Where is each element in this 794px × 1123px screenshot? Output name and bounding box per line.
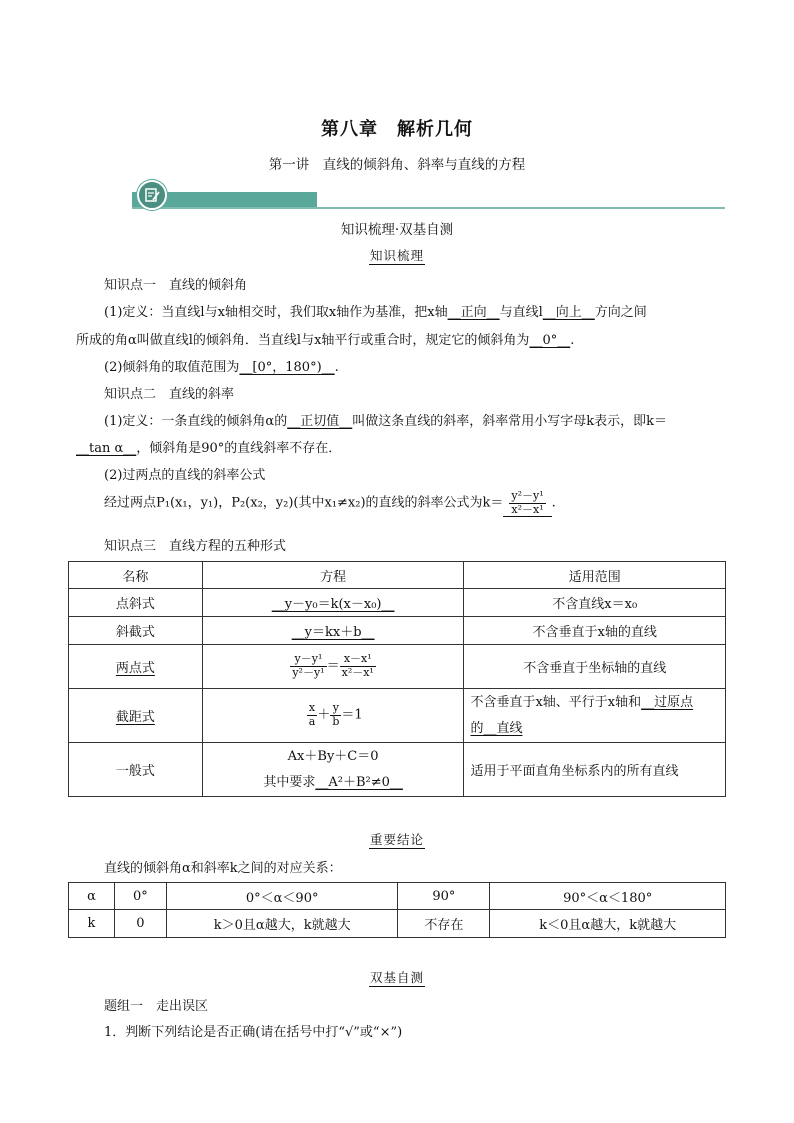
table-row bbox=[69, 689, 726, 743]
table-row bbox=[69, 743, 726, 797]
kp1-definition-line1: (1)定义：当直线l与x轴相交时，我们取x轴作为基准，把x轴__正向__与直线l__向上__方向之间 bbox=[104, 305, 647, 320]
sub-head-selftest-text: 双基自测 bbox=[369, 970, 424, 985]
kp1-definition-line2: 所成的角α叫做直线l的倾斜角．当直线l与x轴平行或重合时，规定它的倾斜角为__0°__. bbox=[76, 333, 575, 348]
form-equation: __y－y₀＝k(x－x₀)__ bbox=[202, 589, 464, 617]
kp2-definition-line2: __tan α__，倾斜角是90°的直线斜率不存在． bbox=[76, 441, 342, 456]
kp2-formula-head: (2)过两点的直线的斜率公式 bbox=[104, 468, 266, 483]
kp2-heading: 知识点二 直线的斜率 bbox=[104, 387, 235, 402]
table-header: 适用范围 bbox=[464, 562, 726, 589]
table-row bbox=[69, 883, 726, 910]
table-cell: 0 bbox=[114, 910, 166, 938]
kp3-heading: 知识点三 直线方程的五种形式 bbox=[104, 539, 287, 554]
table-header: 方程 bbox=[202, 562, 464, 589]
pencil-note-icon bbox=[137, 180, 167, 210]
table-cell: 0° bbox=[114, 883, 166, 910]
line-forms-table bbox=[68, 561, 726, 797]
kp1-range: (2)倾斜角的取值范围为__[0°，180°)__. bbox=[104, 360, 339, 375]
section-title: 知识梳理·双基自测 bbox=[340, 222, 454, 238]
form-name: 截距式 bbox=[69, 689, 203, 743]
form-equation: __y＝kx＋b__ bbox=[202, 617, 464, 645]
sub-head-selftest bbox=[0, 968, 794, 987]
form-name: 一般式 bbox=[69, 743, 203, 797]
form-name: 斜截式 bbox=[69, 617, 203, 645]
form-scope: 适用于平面直角坐标系内的所有直线 bbox=[464, 743, 726, 797]
banner-line bbox=[132, 207, 725, 209]
table-cell: k＞0且α越大，k就越大 bbox=[166, 910, 398, 938]
form-scope: 不含垂直于x轴的直线 bbox=[464, 617, 726, 645]
table-cell: α bbox=[69, 883, 115, 910]
form-name: 两点式 bbox=[69, 645, 203, 689]
table-row bbox=[69, 589, 726, 617]
table-cell: 0°＜α＜90° bbox=[166, 883, 398, 910]
table-cell: k bbox=[69, 910, 115, 938]
form-equation: $\frac{x}{a}$ ＋ $\frac{y}{b}$ ＝1 bbox=[202, 689, 464, 743]
table-row bbox=[69, 910, 726, 938]
selftest-group: 题组一 走出误区 bbox=[104, 999, 209, 1014]
sub-head-conclusion bbox=[0, 830, 794, 849]
conclusion-intro: 直线的倾斜角α和斜率k之间的对应关系： bbox=[104, 861, 342, 876]
table-row bbox=[69, 645, 726, 689]
form-scope: 不含垂直于x轴、平行于x轴和__过原点 的__直线 bbox=[464, 689, 726, 743]
form-equation: Ax＋By＋C＝0 其中要求__A²＋B²≠0__ bbox=[202, 743, 464, 797]
lecture-title: 第一讲 直线的倾斜角、斜率与直线的方程 bbox=[268, 157, 526, 173]
kp2-definition-line1: (1)定义：一条直线的倾斜角α的__正切值__叫做这条直线的斜率，斜率常用小写字母k表示，即k＝ bbox=[104, 414, 667, 429]
table-cell: 90°＜α＜180° bbox=[490, 883, 726, 910]
angle-slope-table bbox=[68, 882, 726, 938]
table-header-row bbox=[69, 562, 726, 589]
table-cell: k＜0且α越大，k就越大 bbox=[490, 910, 726, 938]
kp1-heading: 知识点一 直线的倾斜角 bbox=[104, 278, 248, 293]
table-cell: 90° bbox=[398, 883, 490, 910]
table-row bbox=[69, 617, 726, 645]
form-scope: 不含垂直于坐标轴的直线 bbox=[464, 645, 726, 689]
table-cell: 不存在 bbox=[398, 910, 490, 938]
sub-head-knowledge bbox=[0, 246, 794, 265]
form-name: 点斜式 bbox=[69, 589, 203, 617]
form-equation: $\frac{\text{y－y¹}}{\text{y²－y¹}}$ ＝ $\frac{\text{x－x¹}}{\text{x²－x¹}}$ bbox=[202, 645, 464, 689]
chapter-title: 第八章 解析几何 bbox=[321, 119, 473, 140]
form-scope: 不含直线x＝x₀ bbox=[464, 589, 726, 617]
sub-head-conclusion-text: 重要结论 bbox=[369, 832, 424, 847]
sub-head-knowledge-text: 知识梳理 bbox=[369, 248, 424, 263]
selftest-question-1: 1．判断下列结论是否正确(请在括号中打“√”或“×”) bbox=[104, 1025, 403, 1040]
table-header: 名称 bbox=[69, 562, 203, 589]
kp2-formula: 经过两点P₁(x₁，y₁)，P₂(x₂，y₂)(其中x₁≠x₂)的直线的斜率公式为k＝ $\frac{\text{y²－y¹}}{\text{x²－x¹}}$ . bbox=[104, 489, 556, 516]
